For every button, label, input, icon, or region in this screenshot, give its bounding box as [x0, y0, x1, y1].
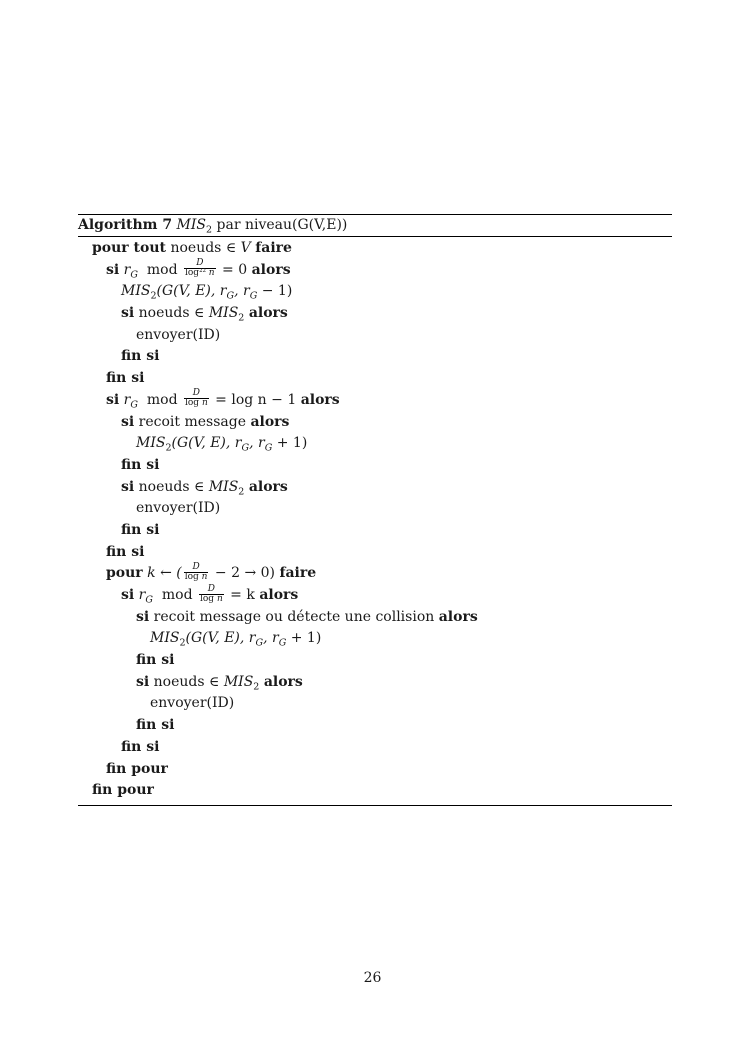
fraction-D-over-logn	[184, 563, 209, 582]
set-mis: MIS	[208, 305, 239, 322]
line-si-recoit	[78, 412, 672, 434]
kw-fin-si: fin si	[121, 348, 160, 365]
arg-sub-2: G	[278, 637, 287, 649]
kw-si: si	[121, 305, 135, 322]
fn-mis-sub: 2	[179, 637, 186, 649]
line-envoyer	[78, 693, 672, 715]
bottom-rule	[78, 805, 672, 806]
algorithm-caption	[78, 215, 672, 236]
line-envoyer	[78, 325, 672, 347]
var-r-sub: G	[130, 399, 138, 411]
text-envoyer: envoyer(ID)	[150, 695, 235, 712]
frac-den-log: log	[185, 268, 200, 279]
frac-den-n: n	[208, 268, 215, 279]
arg-sub-1: G	[255, 637, 264, 649]
var-r-sub: G	[145, 594, 153, 606]
kw-fin-pour: fin pour	[92, 782, 154, 799]
kw-fin-si: fin si	[136, 652, 175, 669]
line-si-noeuds-mis	[78, 477, 672, 499]
op-mod: mod	[146, 391, 178, 408]
call-tail-minus: − 1)	[257, 283, 293, 300]
line-mis-call-minus	[78, 281, 672, 303]
kw-alors: alors	[248, 305, 288, 322]
line-fin-si	[78, 650, 672, 672]
set-mis: MIS	[223, 673, 254, 690]
line-envoyer	[78, 498, 672, 520]
kw-alors: alors	[300, 391, 340, 408]
algorithm-block	[78, 214, 672, 806]
text-k-arrow: k ← (	[147, 565, 182, 582]
var-r: r	[138, 587, 146, 603]
var-V: V	[240, 240, 251, 256]
frac-den	[184, 399, 209, 408]
algorithm-name: MIS	[176, 217, 206, 233]
kw-faire: faire	[255, 240, 292, 256]
set-mis-sub: 2	[253, 681, 260, 693]
line-fin-si	[78, 520, 672, 542]
kw-si: si	[106, 391, 120, 408]
call-tail-plus: + 1)	[272, 435, 308, 452]
text-eq-k: = k	[225, 587, 260, 603]
set-mis-sub: 2	[238, 485, 245, 497]
kw-alors: alors	[263, 673, 303, 690]
kw-fin-si: fin si	[106, 370, 145, 387]
text-envoyer: envoyer(ID)	[136, 500, 221, 517]
arg-sub-1: G	[226, 290, 235, 302]
frac-den-pow: 22	[199, 267, 206, 274]
arg-sub-2: G	[249, 290, 258, 302]
call-args-2: , r	[263, 630, 279, 647]
frac-den	[184, 269, 216, 278]
call-args-1: (G(V, E), r	[185, 630, 256, 647]
line-fin-si	[78, 368, 672, 390]
frac-num: D	[184, 259, 216, 269]
frac-den-log: log	[185, 398, 200, 409]
line-mis-call-plus	[78, 433, 672, 455]
set-mis-sub: 2	[238, 312, 245, 324]
op-mod: mod	[146, 261, 178, 278]
line-pour-tout	[78, 238, 672, 260]
frac-num: D	[184, 389, 209, 399]
text-eq-logn-minus1: = log n − 1	[210, 391, 301, 408]
text-envoyer: envoyer(ID)	[136, 326, 221, 343]
kw-si: si	[121, 587, 135, 603]
line-mis-call-plus	[78, 628, 672, 650]
text-eq0: = 0	[217, 261, 252, 278]
call-args-1: (G(V, E), r	[156, 283, 227, 300]
kw-faire: faire	[279, 565, 317, 582]
fraction-D-over-log22n	[184, 259, 216, 278]
kw-fin-si: fin si	[121, 456, 160, 473]
fn-mis-sub: 2	[165, 442, 172, 454]
line-fin-pour	[78, 759, 672, 781]
line-si-recoit-collision	[78, 607, 672, 629]
fn-mis-sub: 2	[150, 290, 157, 302]
frac-den-log: log	[200, 593, 215, 604]
op-mod: mod	[161, 587, 193, 603]
text-recoit: recoit message	[138, 413, 251, 430]
arg-sub-1: G	[241, 442, 250, 454]
var-r: r	[123, 261, 131, 278]
kw-fin-si: fin si	[121, 738, 160, 755]
line-fin-si	[78, 455, 672, 477]
line-fin-si	[78, 715, 672, 737]
page-number: 26	[363, 970, 382, 986]
line-fin-si	[78, 737, 672, 759]
algorithm-label: Algorithm 7	[78, 217, 173, 233]
call-tail-plus: + 1)	[286, 630, 322, 647]
frac-den-log: log	[184, 571, 199, 582]
call-args-1: (G(V, E), r	[171, 435, 242, 452]
frac-num: D	[184, 563, 209, 573]
kw-si: si	[106, 261, 120, 278]
line-fin-pour	[78, 780, 672, 802]
fraction-D-over-logn	[184, 389, 209, 408]
kw-alors: alors	[259, 587, 299, 603]
frac-den-n: n	[201, 398, 208, 409]
line-si-noeuds-mis	[78, 303, 672, 325]
kw-alors: alors	[251, 261, 291, 278]
kw-alors: alors	[250, 413, 290, 430]
kw-si: si	[136, 608, 150, 625]
arg-sub-2: G	[264, 442, 273, 454]
line-si-mod-logn	[78, 390, 672, 412]
kw-si: si	[136, 673, 150, 690]
frac-den	[184, 573, 209, 582]
kw-alors: alors	[248, 478, 288, 495]
frac-den	[199, 595, 224, 604]
algorithm-body	[78, 237, 672, 805]
kw-alors: alors	[438, 608, 478, 625]
fn-mis: MIS	[121, 283, 151, 300]
line-si-noeuds-mis	[78, 672, 672, 694]
text-noeuds-in: noeuds ∈	[170, 240, 241, 256]
set-mis: MIS	[208, 478, 239, 495]
algorithm-name-rest: par niveau(G(V,E))	[212, 217, 348, 233]
kw-fin-si: fin si	[106, 543, 145, 560]
var-r: r	[123, 391, 131, 408]
algorithm-name-subscript: 2	[206, 224, 213, 236]
kw-fin-si: fin si	[136, 717, 175, 734]
kw-si: si	[121, 478, 135, 495]
line-fin-si	[78, 346, 672, 368]
call-args-2: , r	[234, 283, 250, 300]
text-noeuds-in: noeuds ∈	[138, 305, 209, 322]
kw-fin-si: fin si	[121, 521, 160, 538]
kw-si: si	[121, 413, 135, 430]
text-noeuds-in: noeuds ∈	[138, 478, 209, 495]
kw-fin-pour: fin pour	[106, 760, 168, 777]
line-si-mod-k	[78, 585, 672, 607]
line-si-mod-log22	[78, 260, 672, 282]
kw-pour: pour	[106, 565, 143, 582]
frac-num: D	[199, 585, 224, 595]
fraction-D-over-logn	[199, 585, 224, 604]
var-r-sub: G	[130, 269, 138, 281]
fn-mis: MIS	[150, 630, 180, 647]
frac-den-n: n	[201, 571, 208, 582]
frac-den-n: n	[216, 593, 223, 604]
call-args-2: , r	[249, 435, 265, 452]
line-fin-si	[78, 542, 672, 564]
fn-mis: MIS	[136, 435, 166, 452]
line-pour-k	[78, 563, 672, 585]
text-minus2-to0: − 2 → 0)	[210, 565, 280, 582]
text-noeuds-in: noeuds ∈	[153, 673, 224, 690]
kw-pour-tout: pour tout	[92, 240, 167, 256]
text-recoit-collision: recoit message ou détecte une collision	[153, 608, 439, 625]
